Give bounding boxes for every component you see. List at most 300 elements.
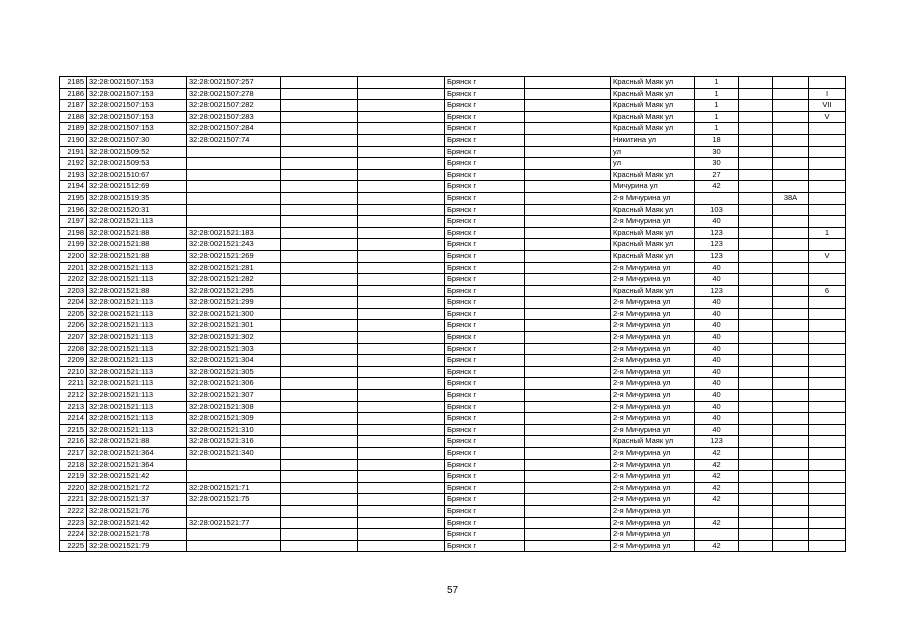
table-row (60, 250, 846, 262)
cadastral-number-cell: 32:28:0021521:113 (87, 343, 187, 355)
house-number-cell: 42 (695, 540, 739, 552)
cadastral-number-cell: 32:28:0021521:113 (87, 308, 187, 320)
empty-cell (525, 482, 611, 494)
house-number-cell: 123 (695, 436, 739, 448)
building-cell (739, 158, 773, 170)
cadastral-number-cell: 32:28:0021521:88 (87, 250, 187, 262)
table-row (60, 529, 846, 541)
street-cell: 2-я Мичурина ул (611, 401, 695, 413)
cadastral-number-cell: 32:28:0021521:78 (87, 529, 187, 541)
empty-cell (281, 77, 358, 89)
empty-cell (281, 250, 358, 262)
city-cell: Брянск г (445, 77, 525, 89)
building-cell (739, 192, 773, 204)
letter-cell (773, 401, 809, 413)
apartment-cell (809, 77, 846, 89)
empty-cell (358, 424, 445, 436)
related-cadastral-cell: 32:28:0021521:183 (187, 227, 281, 239)
building-cell (739, 274, 773, 286)
empty-cell (358, 158, 445, 170)
related-cadastral-cell: 32:28:0021521:304 (187, 355, 281, 367)
related-cadastral-cell: 32:28:0021507:283 (187, 111, 281, 123)
row-number-cell: 2222 (60, 505, 87, 517)
city-cell: Брянск г (445, 401, 525, 413)
city-cell: Брянск г (445, 146, 525, 158)
empty-cell (358, 401, 445, 413)
city-cell: Брянск г (445, 158, 525, 170)
empty-cell (358, 227, 445, 239)
apartment-cell (809, 274, 846, 286)
empty-cell (281, 134, 358, 146)
row-number-cell: 2196 (60, 204, 87, 216)
street-cell: 2-я Мичурина ул (611, 471, 695, 483)
empty-cell (358, 216, 445, 228)
related-cadastral-cell (187, 204, 281, 216)
table-row (60, 320, 846, 332)
empty-cell (281, 158, 358, 170)
empty-cell (525, 274, 611, 286)
apartment-cell: V (809, 111, 846, 123)
cadastral-number-cell: 32:28:0021521:113 (87, 355, 187, 367)
cadastral-number-cell: 32:28:0021507:30 (87, 134, 187, 146)
table-row (60, 355, 846, 367)
empty-cell (358, 204, 445, 216)
related-cadastral-cell: 32:28:0021521:282 (187, 274, 281, 286)
table-row (60, 227, 846, 239)
building-cell (739, 494, 773, 506)
street-cell: Мичурина ул (611, 181, 695, 193)
city-cell: Брянск г (445, 436, 525, 448)
building-cell (739, 540, 773, 552)
building-cell (739, 378, 773, 390)
building-cell (739, 390, 773, 402)
empty-cell (525, 239, 611, 251)
empty-cell (281, 320, 358, 332)
related-cadastral-cell (187, 471, 281, 483)
row-number-cell: 2192 (60, 158, 87, 170)
letter-cell (773, 471, 809, 483)
cadastral-number-cell: 32:28:0021509:52 (87, 146, 187, 158)
empty-cell (358, 320, 445, 332)
street-cell: 2-я Мичурина ул (611, 494, 695, 506)
apartment-cell: 1 (809, 227, 846, 239)
city-cell: Брянск г (445, 297, 525, 309)
street-cell: Красный Маяк ул (611, 111, 695, 123)
apartment-cell (809, 366, 846, 378)
letter-cell (773, 459, 809, 471)
letter-cell (773, 227, 809, 239)
row-number-cell: 2208 (60, 343, 87, 355)
apartment-cell (809, 413, 846, 425)
letter-cell (773, 332, 809, 344)
row-number-cell: 2202 (60, 274, 87, 286)
house-number-cell: 103 (695, 204, 739, 216)
building-cell (739, 181, 773, 193)
letter-cell (773, 413, 809, 425)
house-number-cell: 123 (695, 227, 739, 239)
building-cell (739, 401, 773, 413)
related-cadastral-cell: 32:28:0021507:257 (187, 77, 281, 89)
empty-cell (525, 216, 611, 228)
row-number-cell: 2214 (60, 413, 87, 425)
street-cell: Красный Маяк ул (611, 250, 695, 262)
table-row (60, 111, 846, 123)
letter-cell: 38А (773, 192, 809, 204)
city-cell: Брянск г (445, 111, 525, 123)
city-cell: Брянск г (445, 274, 525, 286)
row-number-cell: 2215 (60, 424, 87, 436)
building-cell (739, 517, 773, 529)
letter-cell (773, 540, 809, 552)
house-number-cell: 42 (695, 494, 739, 506)
empty-cell (281, 332, 358, 344)
table-row (60, 146, 846, 158)
building-cell (739, 482, 773, 494)
row-number-cell: 2221 (60, 494, 87, 506)
cadastral-number-cell: 32:28:0021521:113 (87, 216, 187, 228)
empty-cell (358, 192, 445, 204)
related-cadastral-cell: 32:28:0021521:301 (187, 320, 281, 332)
empty-cell (358, 285, 445, 297)
house-number-cell: 27 (695, 169, 739, 181)
empty-cell (525, 146, 611, 158)
empty-cell (525, 413, 611, 425)
row-number-cell: 2204 (60, 297, 87, 309)
empty-cell (525, 378, 611, 390)
table-row (60, 517, 846, 529)
street-cell: Красный Маяк ул (611, 123, 695, 135)
empty-cell (525, 401, 611, 413)
row-number-cell: 2207 (60, 332, 87, 344)
letter-cell (773, 216, 809, 228)
apartment-cell (809, 158, 846, 170)
house-number-cell: 1 (695, 100, 739, 112)
related-cadastral-cell (187, 540, 281, 552)
related-cadastral-cell: 32:28:0021521:310 (187, 424, 281, 436)
cadastral-number-cell: 32:28:0021521:79 (87, 540, 187, 552)
row-number-cell: 2187 (60, 100, 87, 112)
empty-cell (281, 88, 358, 100)
empty-cell (358, 332, 445, 344)
city-cell: Брянск г (445, 459, 525, 471)
table-row (60, 378, 846, 390)
table-row (60, 216, 846, 228)
building-cell (739, 239, 773, 251)
empty-cell (281, 471, 358, 483)
table-row (60, 204, 846, 216)
letter-cell (773, 204, 809, 216)
city-cell: Брянск г (445, 390, 525, 402)
empty-cell (358, 436, 445, 448)
empty-cell (281, 459, 358, 471)
related-cadastral-cell: 32:28:0021521:269 (187, 250, 281, 262)
apartment-cell (809, 459, 846, 471)
row-number-cell: 2206 (60, 320, 87, 332)
empty-cell (525, 262, 611, 274)
empty-cell (281, 239, 358, 251)
city-cell: Брянск г (445, 413, 525, 425)
apartment-cell (809, 332, 846, 344)
empty-cell (358, 250, 445, 262)
row-number-cell: 2217 (60, 448, 87, 460)
city-cell: Брянск г (445, 424, 525, 436)
letter-cell (773, 494, 809, 506)
street-cell: 2-я Мичурина ул (611, 390, 695, 402)
cadastral-number-cell: 32:28:0021521:113 (87, 424, 187, 436)
building-cell (739, 413, 773, 425)
cadastral-number-cell: 32:28:0021521:72 (87, 482, 187, 494)
house-number-cell: 30 (695, 146, 739, 158)
apartment-cell (809, 123, 846, 135)
house-number-cell: 42 (695, 448, 739, 460)
street-cell: Красный Маяк ул (611, 436, 695, 448)
street-cell: 2-я Мичурина ул (611, 366, 695, 378)
city-cell: Брянск г (445, 308, 525, 320)
city-cell: Брянск г (445, 448, 525, 460)
table-row (60, 285, 846, 297)
related-cadastral-cell (187, 169, 281, 181)
row-number-cell: 2213 (60, 401, 87, 413)
cadastral-number-cell: 32:28:0021509:53 (87, 158, 187, 170)
house-number-cell: 40 (695, 343, 739, 355)
city-cell: Брянск г (445, 88, 525, 100)
related-cadastral-cell (187, 216, 281, 228)
empty-cell (525, 181, 611, 193)
empty-cell (281, 540, 358, 552)
apartment-cell (809, 448, 846, 460)
house-number-cell: 40 (695, 274, 739, 286)
house-number-cell: 40 (695, 216, 739, 228)
empty-cell (525, 100, 611, 112)
house-number-cell: 42 (695, 517, 739, 529)
row-number-cell: 2219 (60, 471, 87, 483)
cadastral-number-cell: 32:28:0021507:153 (87, 123, 187, 135)
cadastral-number-cell: 32:28:0021521:113 (87, 262, 187, 274)
row-number-cell: 2189 (60, 123, 87, 135)
table-row (60, 343, 846, 355)
table-row (60, 192, 846, 204)
house-number-cell: 42 (695, 459, 739, 471)
apartment-cell (809, 297, 846, 309)
house-number-cell: 40 (695, 378, 739, 390)
row-number-cell: 2211 (60, 378, 87, 390)
cadastral-number-cell: 32:28:0021520:31 (87, 204, 187, 216)
building-cell (739, 285, 773, 297)
building-cell (739, 355, 773, 367)
related-cadastral-cell (187, 146, 281, 158)
cadastral-number-cell: 32:28:0021510:67 (87, 169, 187, 181)
empty-cell (358, 262, 445, 274)
empty-cell (281, 111, 358, 123)
empty-cell (525, 320, 611, 332)
building-cell (739, 262, 773, 274)
building-cell (739, 134, 773, 146)
related-cadastral-cell: 32:28:0021507:282 (187, 100, 281, 112)
street-cell: 2-я Мичурина ул (611, 413, 695, 425)
cadastral-number-cell: 32:28:0021507:153 (87, 77, 187, 89)
cadastral-number-cell: 32:28:0021521:88 (87, 227, 187, 239)
empty-cell (525, 390, 611, 402)
empty-cell (525, 158, 611, 170)
cadastral-number-cell: 32:28:0021507:153 (87, 100, 187, 112)
related-cadastral-cell: 32:28:0021521:71 (187, 482, 281, 494)
table-row (60, 88, 846, 100)
empty-cell (281, 366, 358, 378)
apartment-cell (809, 517, 846, 529)
house-number-cell: 40 (695, 401, 739, 413)
apartment-cell (809, 378, 846, 390)
empty-cell (281, 285, 358, 297)
street-cell: 2-я Мичурина ул (611, 459, 695, 471)
empty-cell (525, 436, 611, 448)
street-cell: 2-я Мичурина ул (611, 262, 695, 274)
letter-cell (773, 505, 809, 517)
house-number-cell: 30 (695, 158, 739, 170)
building-cell (739, 227, 773, 239)
building-cell (739, 424, 773, 436)
building-cell (739, 250, 773, 262)
building-cell (739, 100, 773, 112)
street-cell: 2-я Мичурина ул (611, 343, 695, 355)
building-cell (739, 169, 773, 181)
empty-cell (281, 262, 358, 274)
empty-cell (358, 494, 445, 506)
house-number-cell: 1 (695, 123, 739, 135)
letter-cell (773, 436, 809, 448)
related-cadastral-cell: 32:28:0021521:316 (187, 436, 281, 448)
row-number-cell: 2193 (60, 169, 87, 181)
apartment-cell: VII (809, 100, 846, 112)
row-number-cell: 2218 (60, 459, 87, 471)
apartment-cell (809, 482, 846, 494)
building-cell (739, 505, 773, 517)
apartment-cell (809, 169, 846, 181)
cadastral-number-cell: 32:28:0021521:113 (87, 401, 187, 413)
table-row (60, 471, 846, 483)
city-cell: Брянск г (445, 227, 525, 239)
table-row (60, 100, 846, 112)
city-cell: Брянск г (445, 192, 525, 204)
cadastral-number-cell: 32:28:0021521:88 (87, 436, 187, 448)
empty-cell (525, 355, 611, 367)
apartment-cell (809, 204, 846, 216)
row-number-cell: 2209 (60, 355, 87, 367)
street-cell: 2-я Мичурина ул (611, 482, 695, 494)
related-cadastral-cell: 32:28:0021521:302 (187, 332, 281, 344)
building-cell (739, 297, 773, 309)
apartment-cell (809, 540, 846, 552)
empty-cell (525, 111, 611, 123)
apartment-cell (809, 390, 846, 402)
related-cadastral-cell: 32:28:0021521:281 (187, 262, 281, 274)
empty-cell (281, 436, 358, 448)
letter-cell (773, 517, 809, 529)
empty-cell (281, 390, 358, 402)
house-number-cell: 40 (695, 424, 739, 436)
apartment-cell (809, 424, 846, 436)
letter-cell (773, 308, 809, 320)
row-number-cell: 2197 (60, 216, 87, 228)
empty-cell (281, 100, 358, 112)
empty-cell (525, 192, 611, 204)
apartment-cell (809, 216, 846, 228)
empty-cell (525, 540, 611, 552)
empty-cell (358, 390, 445, 402)
cadastral-number-cell: 32:28:0021519:35 (87, 192, 187, 204)
cadastral-number-cell: 32:28:0021521:113 (87, 274, 187, 286)
city-cell: Брянск г (445, 320, 525, 332)
cadastral-number-cell: 32:28:0021512:69 (87, 181, 187, 193)
letter-cell (773, 158, 809, 170)
building-cell (739, 146, 773, 158)
house-number-cell: 40 (695, 308, 739, 320)
row-number-cell: 2220 (60, 482, 87, 494)
city-cell: Брянск г (445, 285, 525, 297)
table-row (60, 494, 846, 506)
letter-cell (773, 77, 809, 89)
empty-cell (525, 448, 611, 460)
cadastral-number-cell: 32:28:0021521:113 (87, 320, 187, 332)
related-cadastral-cell (187, 459, 281, 471)
apartment-cell (809, 262, 846, 274)
letter-cell (773, 239, 809, 251)
street-cell: 2-я Мичурина ул (611, 505, 695, 517)
empty-cell (358, 517, 445, 529)
related-cadastral-cell: 32:28:0021521:308 (187, 401, 281, 413)
street-cell: Красный Маяк ул (611, 169, 695, 181)
house-number-cell: 40 (695, 332, 739, 344)
empty-cell (525, 77, 611, 89)
street-cell: Красный Маяк ул (611, 227, 695, 239)
city-cell: Брянск г (445, 355, 525, 367)
empty-cell (358, 274, 445, 286)
letter-cell (773, 262, 809, 274)
related-cadastral-cell: 32:28:0021521:300 (187, 308, 281, 320)
empty-cell (358, 448, 445, 460)
cadastral-number-cell: 32:28:0021521:88 (87, 285, 187, 297)
empty-cell (525, 494, 611, 506)
table-row (60, 482, 846, 494)
letter-cell (773, 169, 809, 181)
city-cell: Брянск г (445, 505, 525, 517)
apartment-cell (809, 308, 846, 320)
empty-cell (525, 343, 611, 355)
empty-cell (525, 204, 611, 216)
related-cadastral-cell: 32:28:0021507:284 (187, 123, 281, 135)
letter-cell (773, 100, 809, 112)
empty-cell (281, 482, 358, 494)
cadastral-number-cell: 32:28:0021521:113 (87, 297, 187, 309)
house-number-cell: 123 (695, 250, 739, 262)
cadastral-number-cell: 32:28:0021521:113 (87, 413, 187, 425)
table-row (60, 297, 846, 309)
empty-cell (525, 285, 611, 297)
apartment-cell (809, 529, 846, 541)
row-number-cell: 2205 (60, 308, 87, 320)
city-cell: Брянск г (445, 123, 525, 135)
city-cell: Брянск г (445, 343, 525, 355)
row-number-cell: 2198 (60, 227, 87, 239)
empty-cell (281, 204, 358, 216)
street-cell: 2-я Мичурина ул (611, 448, 695, 460)
street-cell: Красный Маяк ул (611, 100, 695, 112)
cadastral-number-cell: 32:28:0021521:42 (87, 471, 187, 483)
table-row (60, 308, 846, 320)
letter-cell (773, 123, 809, 135)
empty-cell (358, 366, 445, 378)
cadastral-number-cell: 32:28:0021521:37 (87, 494, 187, 506)
related-cadastral-cell (187, 158, 281, 170)
